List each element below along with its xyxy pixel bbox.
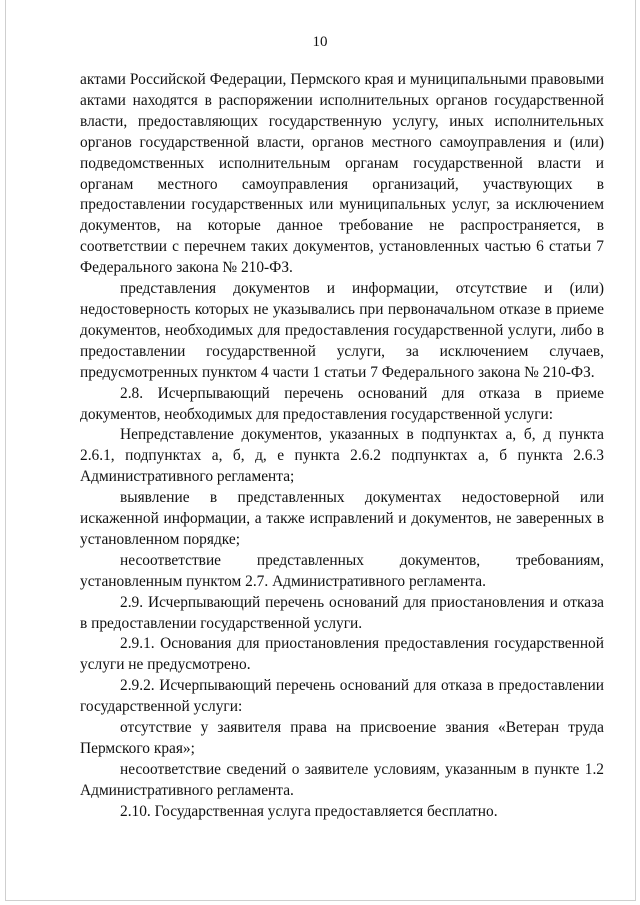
paragraph: 2.9.1. Основания для приостановления предоставления государственной услуги не предусмотрено.	[80, 635, 604, 674]
page-number: 10	[312, 34, 328, 50]
paragraph: 2.9. Исчерпывающий перечень оснований для приостановления и отказа в предоставлении государственной услуги.	[80, 593, 604, 632]
paragraph: выявление в представленных документах недостоверной или искаженной информации, а также исправлений и документов, не заверенных в установленном порядке;	[80, 489, 604, 548]
paragraph: представления документов и информации, отсутствие и (или) недостоверность которых не указывались при первоначальном отказе в приеме документов, необходимых для предоставления государственной услуги, либо в предоставлении государственной услуги, за исключением случаев, предусмотренных пунктом 4 части 1 статьи 7 Федерального закона № 210-ФЗ.	[80, 280, 604, 381]
paragraph: Непредставление документов, указанных в подпунктах а, б, д пункта 2.6.1, подпунктах а, б, д, е пункта 2.6.2 подпунктах а, б пункта 2.6.3 Административного регламента;	[80, 426, 604, 486]
paragraph: несоответствие сведений о заявителе условиям, указанным в пункте 1.2 Административного регламента.	[80, 760, 604, 799]
paragraph: несоответствие представленных документов, требованиям, установленным пунктом 2.7. Административного регламента.	[80, 551, 604, 590]
paragraph: актами Российской Федерации, Пермского края и муниципальными правовыми актами находятся в распоряжении исполнительных органов государственной власти, предоставляющих государственную услугу, иных исполнительных органов государственной власти, органов местного самоуправления и (или) подведомственных исполнительным органам государственной власти и органам местного самоуправления организаций, участвующих в предоставлении государственных или муниципальных услуг, за исключением документов, на которые данное требование не распространяется, в соответствии с перечнем таких документов, установленных частью 6 статьи 7 Федерального закона № 210-ФЗ.	[80, 71, 604, 277]
paragraph: 2.8. Исчерпывающий перечень оснований для отказа в приеме документов, необходимых для предоставления государственной услуги:	[80, 384, 604, 423]
document-body	[80, 70, 604, 823]
paragraph: 2.10. Государственная услуга предоставляется бесплатно.	[120, 802, 498, 820]
paragraph: 2.9.2. Исчерпывающий перечень оснований для отказа в предоставлении государственной услуги:	[80, 677, 604, 716]
paragraph: отсутствие у заявителя права на присвоение звания «Ветеран труда Пермского края»;	[80, 719, 604, 757]
